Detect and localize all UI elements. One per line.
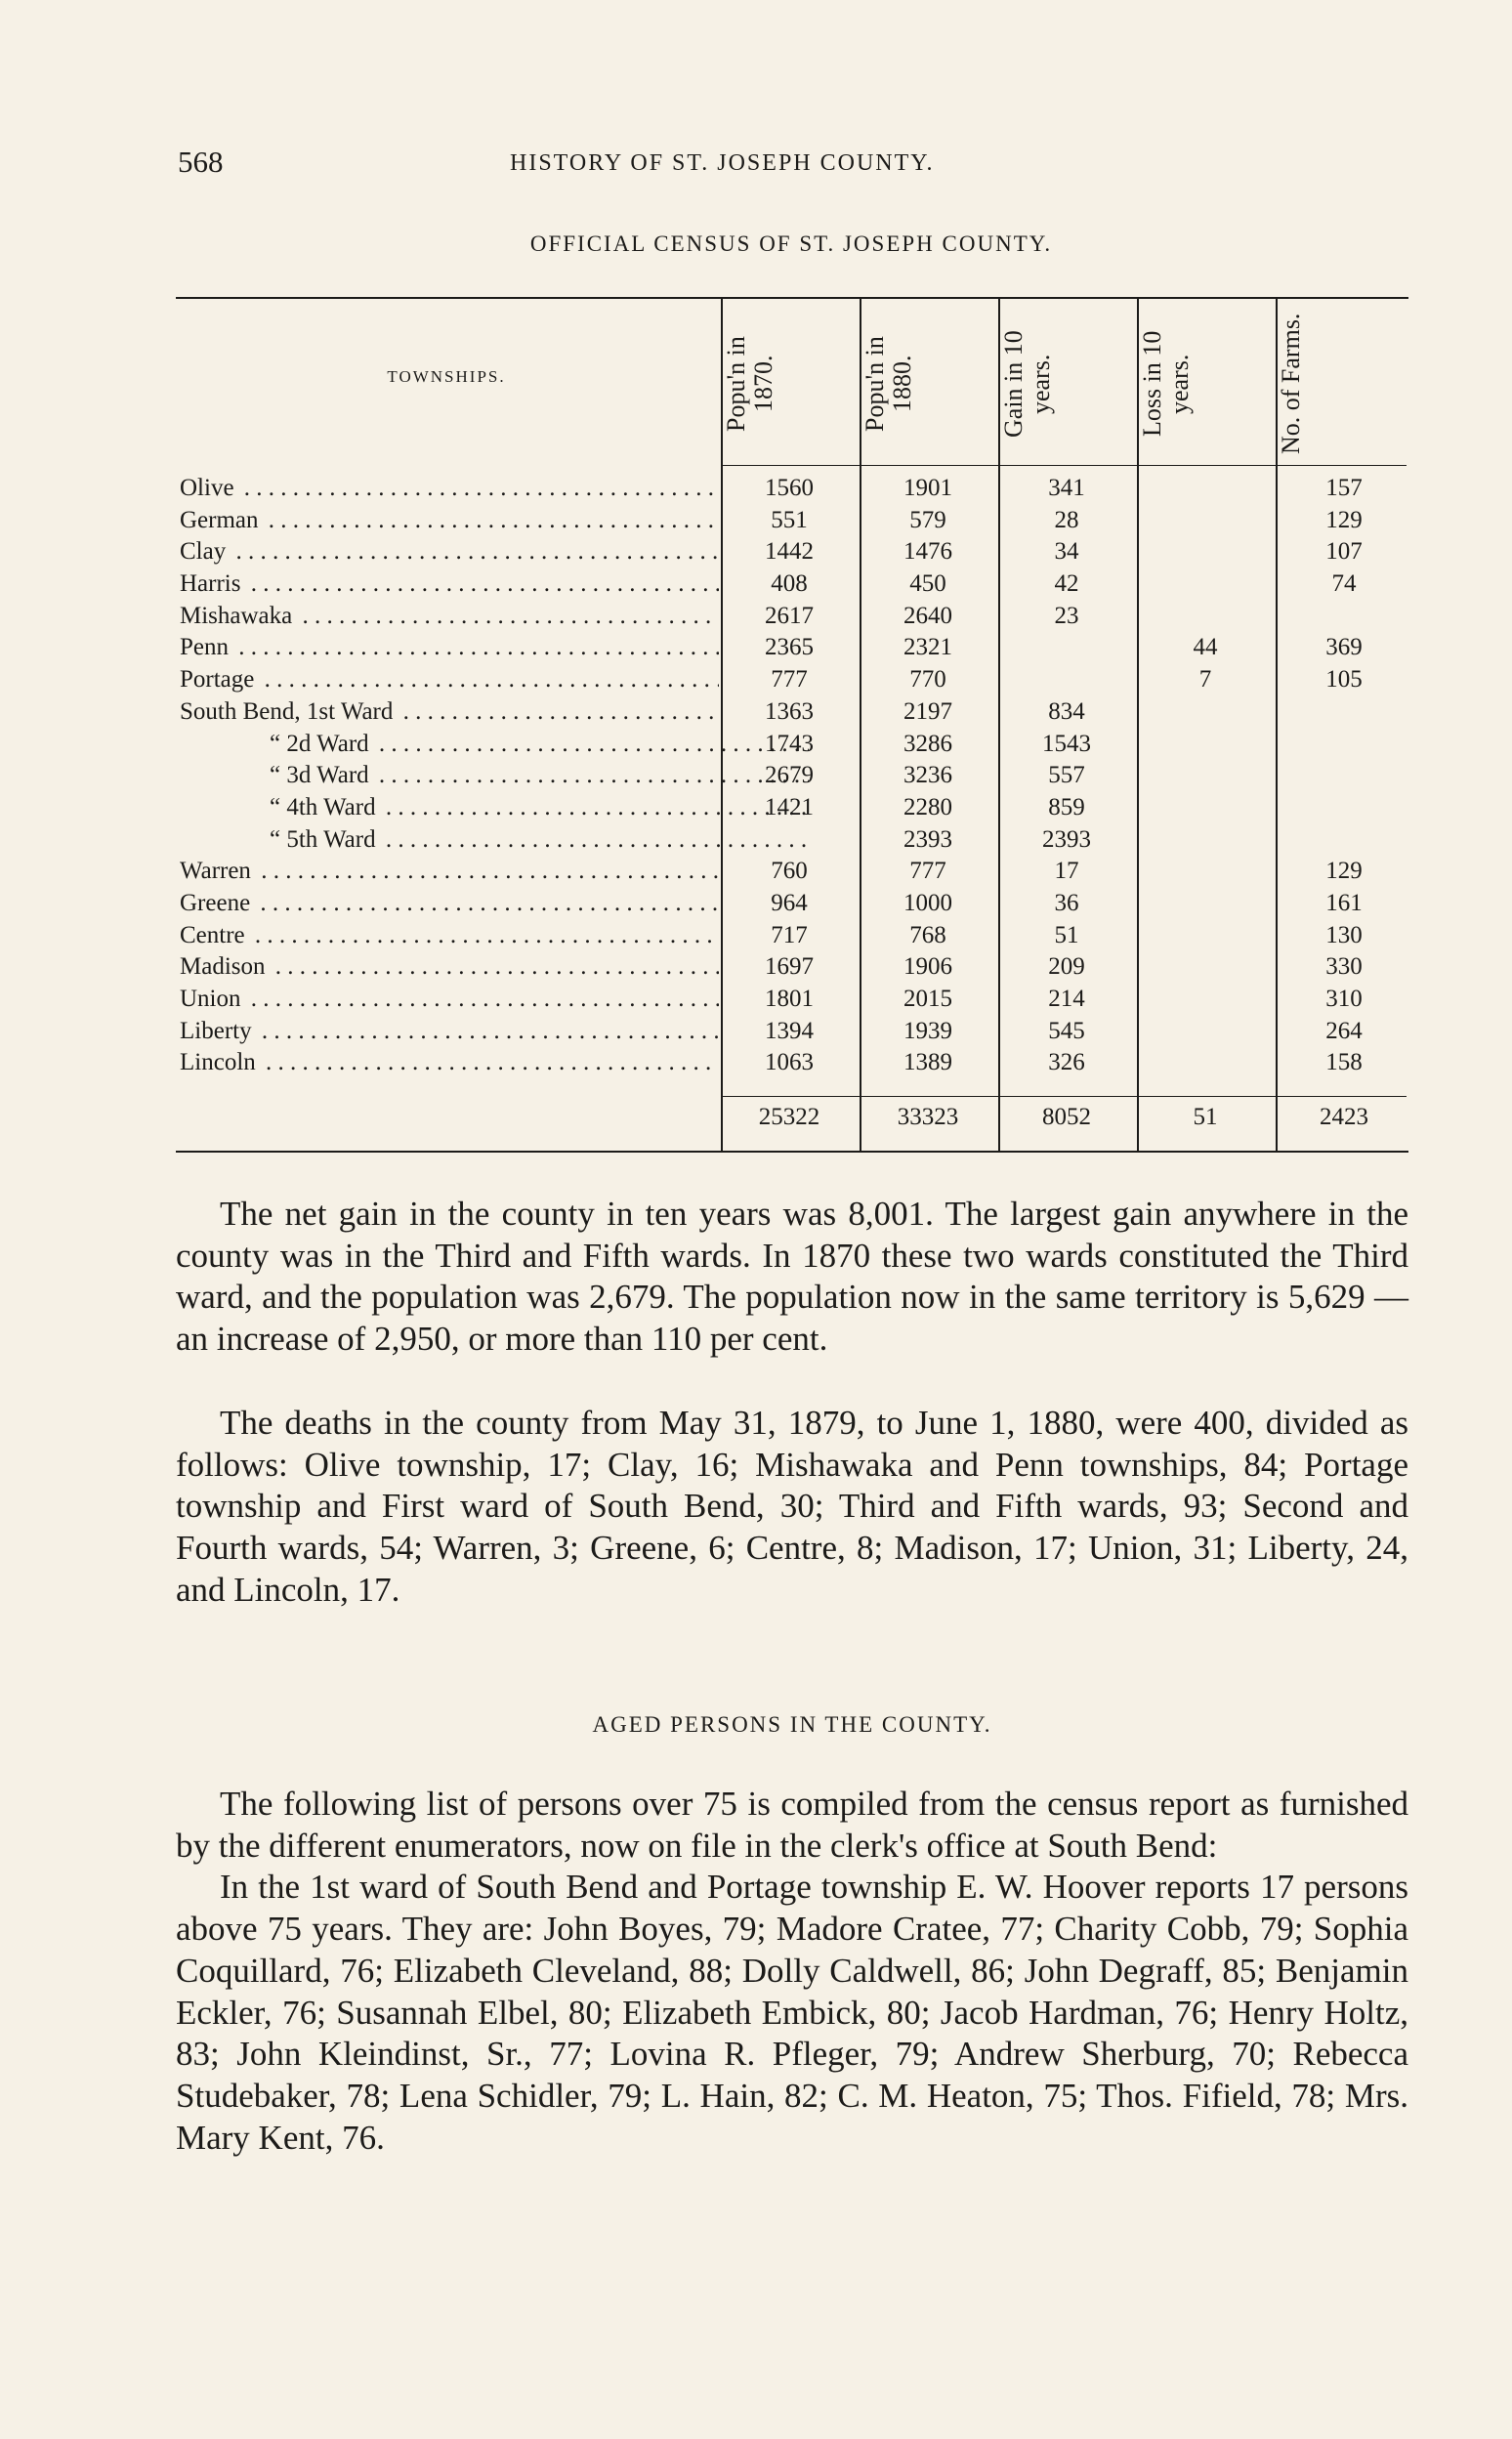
township-name: Harris	[180, 570, 244, 597]
pop1880-cell: 2015	[903, 986, 952, 1012]
table-top-rule	[176, 297, 1408, 299]
pop1870-cell: 2617	[765, 602, 814, 629]
township-name: Olive	[180, 475, 238, 501]
table-row	[176, 920, 1408, 952]
gain-cell: 545	[1048, 1017, 1085, 1044]
paragraph-text: The deaths in the county from May 31, 1879, to June 1, 1880, were 400, divided as follows: Olive township, 17; Clay, 16; Mishawaka and Penn townships, 84; Portage township and First ward of South Bend, 30; Third and Fifth wards, 93; Second and Fourth wards, 54; Warren, 3; Greene, 6; Centre, 8; Madison, 17; Union, 31; Liberty, 24, and Lincoln, 17.	[176, 1404, 1408, 1609]
paragraph-text: The following list of persons over 75 is compiled from the census report as furnished by the different enumerators, now on file in the clerk's office at South Bend:	[176, 1785, 1408, 1865]
table-row	[176, 696, 1408, 729]
table-row	[176, 792, 1408, 824]
paragraph-text: In the 1st ward of South Bend and Portage township E. W. Hoover reports 17 persons above 75 years. They are: John Boyes, 79; Madore Cratee, 77; Charity Cobb, 79; Sophia Coquillard, 76; Elizabeth Cleveland, 88; Dolly Caldwell, 86; John Degraff, 85; Benjamin Eckler, 76; Susannah Elbel, 80; Elizabeth Embick, 80; Jacob Hardman, 76; Henry Holtz, 83; John Kleindinst, Sr., 77; Lovina R. Pfleger, 79; Andrew Sherburg, 70; Rebecca Studebaker, 78; Lena Schidler, 79; L. Hain, 82; C. M. Heaton, 75; Thos. Fifield, 78; Mrs. Mary Kent, 76.	[176, 1868, 1408, 2157]
township-name: Penn	[180, 634, 232, 660]
total-farms: 2423	[1320, 1104, 1368, 1130]
township-name: “ 4th Ward	[270, 794, 380, 820]
section-title: AGED PERSONS IN THE COUNTY.	[592, 1712, 992, 1737]
loss-column-header: Loss in 10 years.	[1138, 330, 1194, 438]
total-loss: 51	[1193, 1104, 1218, 1130]
pop1870-cell: 1442	[765, 538, 814, 566]
township-name: “ 2d Ward	[270, 731, 373, 757]
gain-cell: 42	[1054, 570, 1079, 598]
loss-cell: 44	[1193, 634, 1218, 661]
table-row	[176, 632, 1408, 664]
table-row	[176, 505, 1408, 537]
table-row	[176, 1016, 1408, 1048]
pop1870-cell: 2679	[765, 762, 814, 789]
paragraph-deaths	[176, 1403, 1408, 1612]
pop1880-column-header: Popu'n in 1880.	[861, 336, 916, 432]
pop1870-cell: 760	[771, 858, 808, 885]
township-name: South Bend, 1st Ward	[180, 698, 397, 725]
total-gain: 8052	[1042, 1104, 1091, 1130]
gain-cell: 209	[1048, 953, 1085, 981]
farms-cell: 161	[1325, 889, 1363, 916]
table-row	[176, 1047, 1408, 1079]
pop1880-cell: 770	[909, 666, 946, 694]
pop1870-cell: 1560	[765, 475, 814, 501]
pop1870-cell: 408	[771, 570, 808, 598]
gain-cell: 34	[1054, 538, 1079, 566]
townships-column-header: TOWNSHIPS.	[387, 367, 506, 386]
farms-cell: 107	[1325, 538, 1363, 566]
table-row	[176, 888, 1408, 920]
gain-cell: 36	[1054, 889, 1079, 916]
header-underline	[723, 465, 1407, 466]
township-name: Union	[180, 986, 245, 1012]
township-name: Greene	[180, 890, 254, 916]
pop1870-cell: 1394	[765, 1017, 814, 1044]
pop1880-cell: 2640	[903, 602, 952, 629]
pop1880-cell: 768	[909, 921, 946, 948]
paragraph-text: The net gain in the county in ten years was 8,001. The largest gain anywhere in the county was in the Third and Fifth wards. In 1870 these two wards constituted the Third ward, and the population was 2,679. The population now in the same territory is 5,629 —an increase of 2,950, or more than 110 per cent.	[176, 1195, 1408, 1359]
farms-cell: 310	[1325, 986, 1363, 1012]
pop1880-cell: 1906	[903, 953, 952, 981]
pop1870-column-header: Popu'n in 1870.	[722, 336, 777, 432]
pop1880-cell: 3286	[903, 730, 952, 757]
table-row	[176, 601, 1408, 633]
farms-cell: 130	[1325, 921, 1363, 948]
table-row	[176, 951, 1408, 984]
farms-cell: 129	[1325, 506, 1363, 533]
farms-column-header: No. of Farms.	[1277, 313, 1305, 455]
pop1870-cell: 717	[771, 921, 808, 948]
gain-cell: 341	[1048, 475, 1085, 501]
table-row	[176, 473, 1408, 505]
township-name: Clay	[180, 538, 230, 565]
table-row	[176, 729, 1408, 761]
pop1870-cell: 777	[771, 666, 808, 694]
township-name: German	[180, 507, 263, 533]
table-row	[176, 760, 1408, 792]
farms-cell: 330	[1325, 953, 1363, 981]
township-name: Liberty	[180, 1018, 256, 1044]
total-pop1870: 25322	[758, 1104, 820, 1130]
pop1870-cell: 1697	[765, 953, 814, 981]
township-name: “ 5th Ward	[270, 826, 380, 853]
pop1880-cell: 2280	[903, 793, 952, 820]
pop1880-cell: 2321	[903, 634, 952, 661]
table-row	[176, 824, 1408, 857]
pop1880-cell: 777	[909, 858, 946, 885]
farms-cell: 105	[1325, 666, 1363, 694]
table-row	[176, 984, 1408, 1016]
totals-row	[176, 1100, 1408, 1135]
township-name: “ 3d Ward	[270, 762, 373, 788]
pop1880-cell: 1939	[903, 1017, 952, 1044]
pop1870-cell: 551	[771, 506, 808, 533]
table-row	[176, 536, 1408, 568]
totals-rule	[723, 1096, 1407, 1097]
township-name: Lincoln	[180, 1049, 260, 1075]
pop1880-cell: 2393	[903, 825, 952, 853]
gain-cell: 23	[1054, 602, 1079, 629]
township-name: Portage	[180, 666, 258, 693]
gain-cell: 214	[1048, 986, 1085, 1012]
table-row	[176, 568, 1408, 601]
table-bottom-rule	[176, 1151, 1408, 1153]
table-row	[176, 664, 1408, 696]
township-name: Warren	[180, 858, 255, 884]
gain-cell: 859	[1048, 793, 1085, 820]
farms-cell: 158	[1325, 1049, 1363, 1076]
farms-cell: 264	[1325, 1017, 1363, 1044]
gain-cell: 326	[1048, 1049, 1085, 1076]
gain-cell: 17	[1054, 858, 1079, 885]
table-row	[176, 856, 1408, 888]
total-pop1880: 33323	[897, 1104, 959, 1130]
township-name: Mishawaka	[180, 603, 296, 629]
running-head	[178, 145, 1408, 184]
census-rows	[176, 473, 1408, 1079]
gain-cell: 1543	[1042, 730, 1091, 757]
pop1870-cell: 1801	[765, 986, 814, 1012]
gain-column-header: Gain in 10 years.	[999, 330, 1055, 438]
pop1880-cell: 1901	[903, 475, 952, 501]
pop1880-cell: 2197	[903, 697, 952, 725]
pop1880-cell: 579	[909, 506, 946, 533]
pop1870-cell: 1743	[765, 730, 814, 757]
census-table	[176, 297, 1408, 1156]
paragraph-net-gain	[176, 1194, 1408, 1361]
pop1870-cell: 1363	[765, 697, 814, 725]
running-title: HISTORY OF ST. JOSEPH COUNTY.	[510, 150, 935, 176]
paragraph-aged-persons	[176, 1784, 1408, 2159]
loss-cell: 7	[1198, 666, 1212, 694]
farms-cell: 369	[1325, 634, 1363, 661]
gain-cell: 557	[1048, 762, 1085, 789]
pop1880-cell: 1000	[903, 889, 952, 916]
farms-cell: 129	[1325, 858, 1363, 885]
pop1880-cell: 3236	[903, 762, 952, 789]
pop1880-cell: 450	[909, 570, 946, 598]
township-name: Madison	[180, 953, 270, 980]
farms-cell: 157	[1325, 475, 1363, 501]
pop1870-cell: 2365	[765, 634, 814, 661]
pop1880-cell: 1476	[903, 538, 952, 566]
gain-cell: 834	[1048, 697, 1085, 725]
township-name: Centre	[180, 922, 249, 948]
gain-cell: 51	[1054, 921, 1079, 948]
pop1880-cell: 1389	[903, 1049, 952, 1076]
gain-cell: 2393	[1042, 825, 1091, 853]
pop1870-cell: 1421	[765, 793, 814, 820]
pop1870-cell: 1063	[765, 1049, 814, 1076]
pop1870-cell: 964	[771, 889, 808, 916]
table-title: OFFICIAL CENSUS OF ST. JOSEPH COUNTY.	[529, 231, 1053, 256]
gain-cell: 28	[1054, 506, 1079, 533]
page-number: 568	[178, 145, 224, 179]
farms-cell: 74	[1331, 570, 1357, 598]
